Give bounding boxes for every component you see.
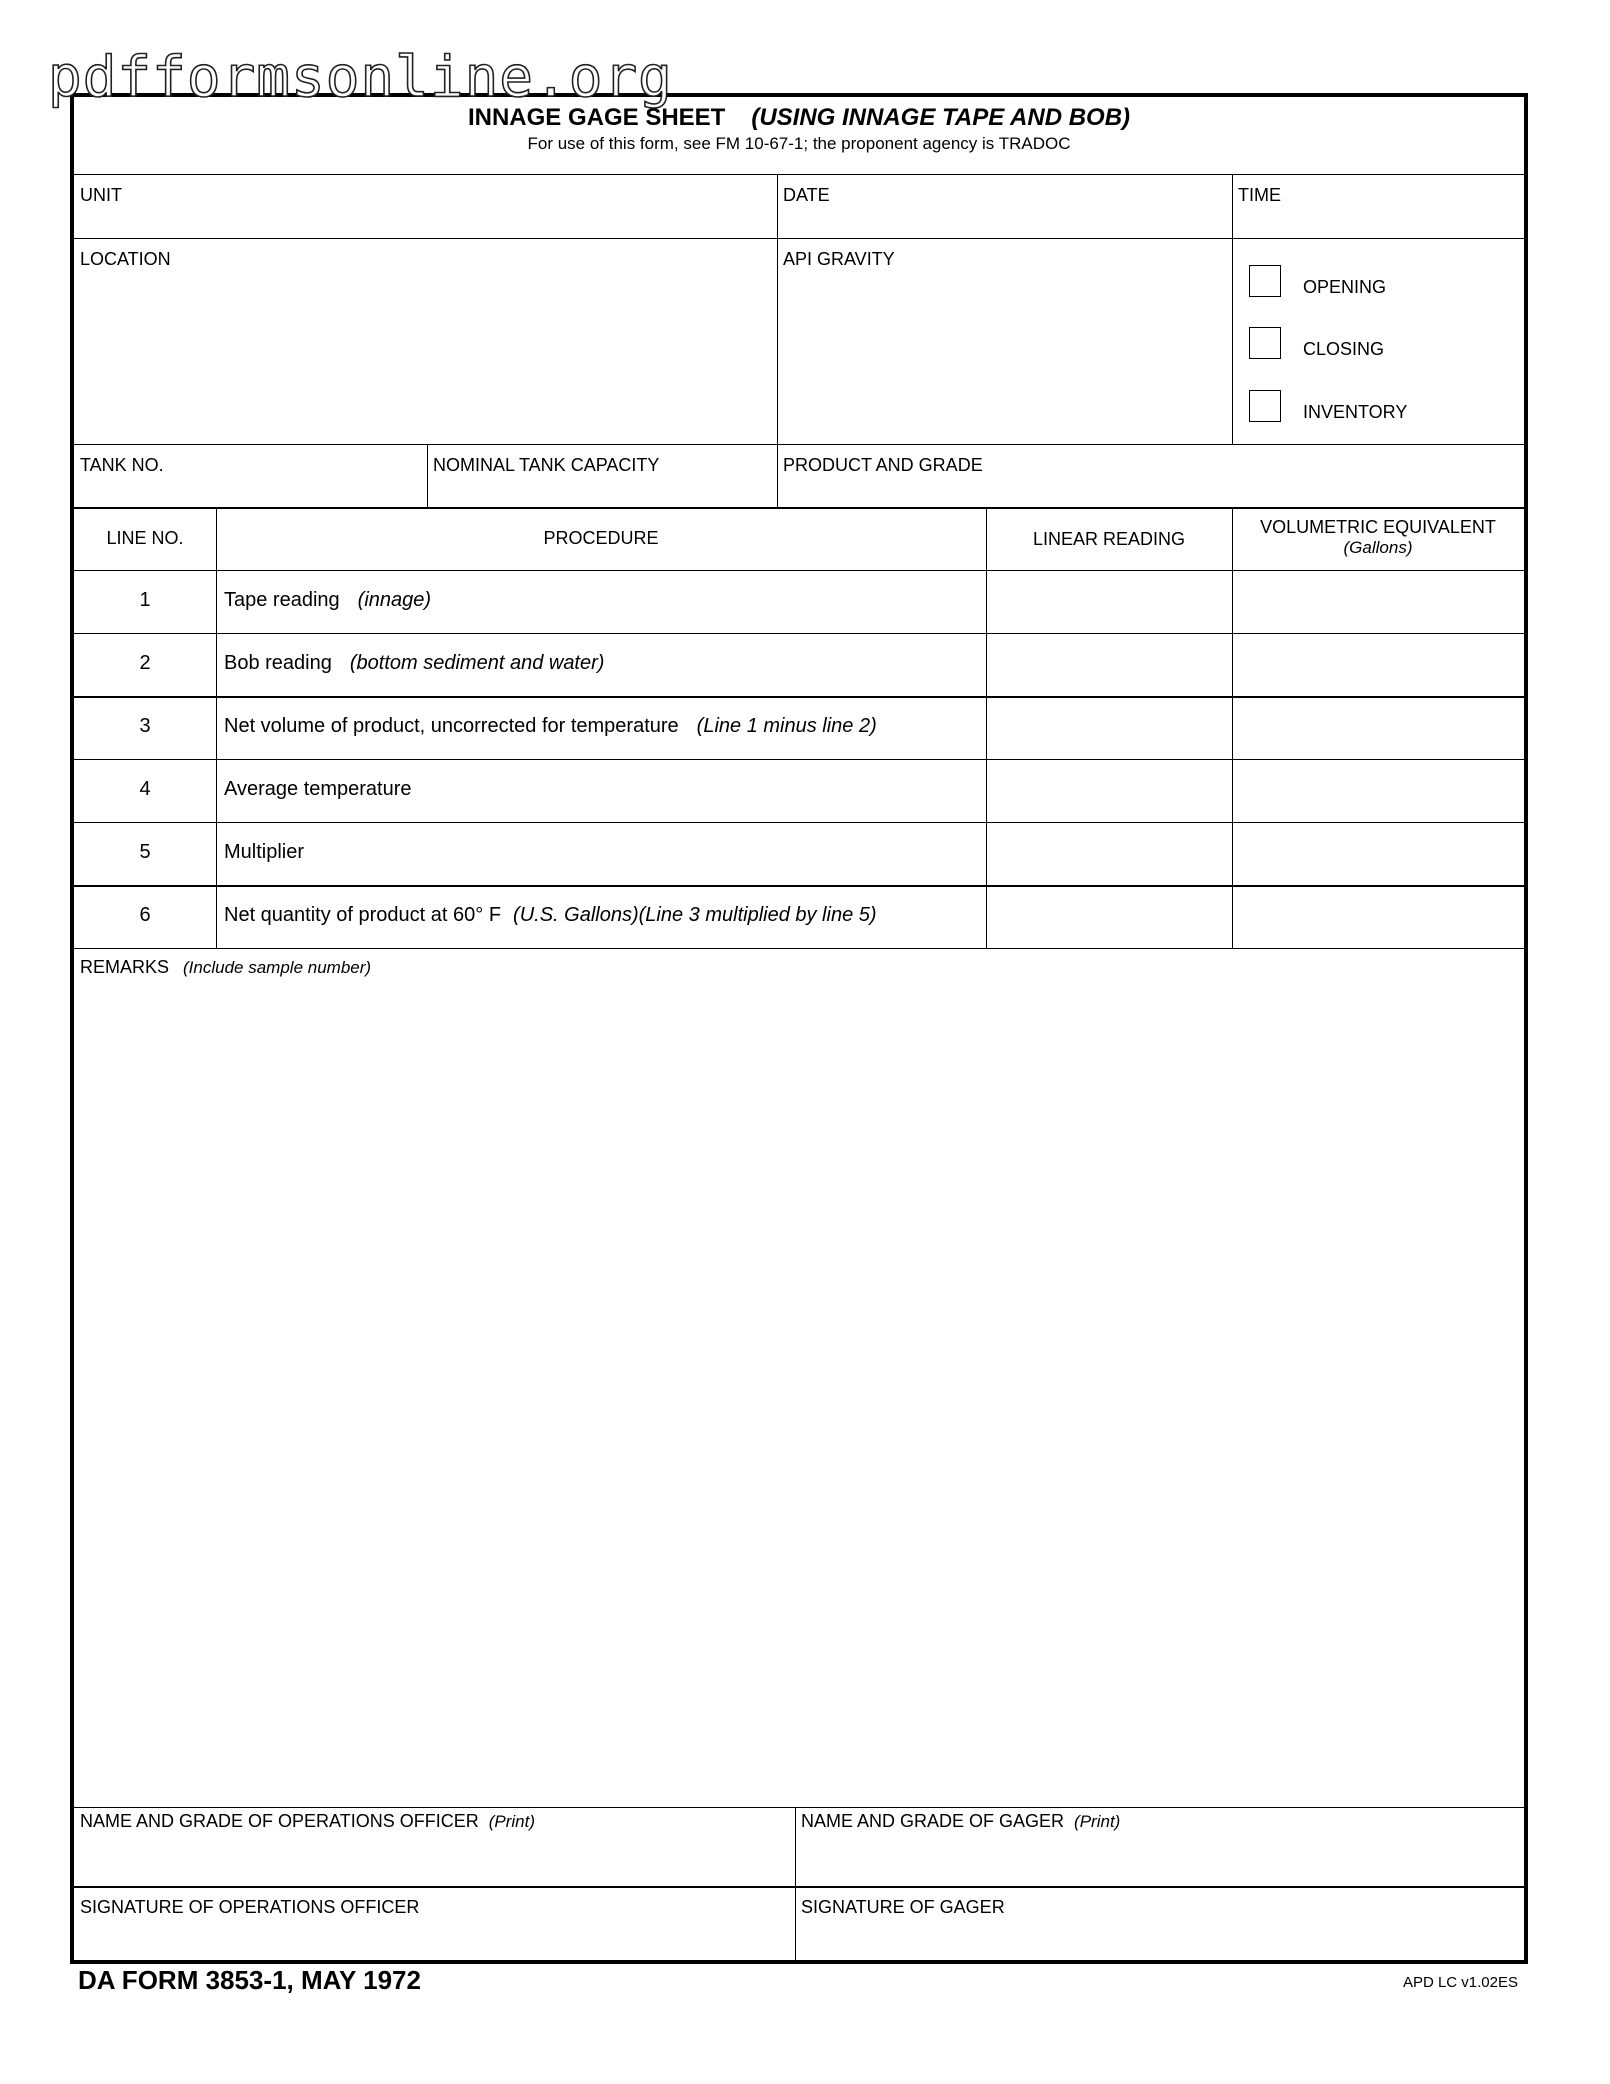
form-version: APD LC v1.02ES [1402, 1974, 1518, 1991]
procedure-step: Net volume of product, uncorrected for temperature [224, 715, 679, 737]
form-identifier: DA FORM 3853-1, MAY 1972 [78, 1965, 421, 1995]
inventory-checkbox[interactable] [1249, 390, 1281, 422]
divider [74, 633, 1524, 634]
tank-no-label: TANK NO. [80, 455, 164, 475]
divider [74, 444, 1524, 445]
divider [74, 759, 1524, 760]
divider [777, 174, 778, 507]
gager-signature-label: SIGNATURE OF GAGER [801, 1897, 1005, 1917]
ops-officer-signature-label: SIGNATURE OF OPERATIONS OFFICER [80, 1897, 420, 1917]
ops-officer-name-text: NAME AND GRADE OF OPERATIONS OFFICER [80, 1811, 479, 1831]
procedure-text [224, 778, 412, 801]
divider [795, 1807, 796, 1964]
divider [986, 507, 987, 948]
opening-label: OPENING [1303, 277, 1387, 297]
divider [74, 174, 1524, 175]
procedure-step: Multiplier [224, 841, 305, 863]
row-number: 4 [139, 778, 151, 800]
procedure-text [224, 841, 304, 864]
procedure-text [224, 904, 877, 927]
procedure-note: (U.S. Gallons)(Line 3 multiplied by line 5) [513, 904, 877, 926]
linear-reading-header: LINEAR READING [1032, 529, 1186, 549]
print-note: (Print) [488, 1812, 535, 1831]
divider [74, 507, 1524, 509]
print-note: (Print) [1074, 1812, 1121, 1831]
watermark: pdfformsonline.org [48, 45, 673, 110]
title-main: INNAGE GAGE SHEET [467, 104, 726, 131]
procedure-note: (innage) [357, 589, 432, 611]
row-number: 1 [139, 589, 151, 611]
procedure-note: (bottom sediment and water) [349, 652, 605, 674]
remarks-title: REMARKS [80, 957, 170, 977]
title-italic: (USING INNAGE TAPE AND BOB) [751, 104, 1131, 131]
divider [1232, 174, 1233, 444]
row-number: 6 [139, 904, 151, 926]
divider [74, 948, 1524, 949]
divider [427, 444, 428, 507]
procedure-step: Average temperature [224, 778, 412, 800]
divider [74, 696, 1524, 698]
divider [74, 822, 1524, 823]
divider [74, 238, 1524, 239]
procedure-note: (Line 1 minus line 2) [696, 715, 877, 737]
gager-name-text: NAME AND GRADE OF GAGER [801, 1811, 1065, 1831]
closing-checkbox[interactable] [1249, 327, 1281, 359]
gager-name-label [801, 1811, 1120, 1832]
remarks-label [80, 957, 371, 978]
location-label: LOCATION [80, 249, 171, 269]
time-label: TIME [1238, 185, 1281, 205]
row-number: 5 [139, 841, 151, 863]
api-gravity-label: API GRAVITY [783, 249, 895, 269]
divider [74, 570, 1524, 571]
volumetric-unit: (Gallons) [1343, 538, 1413, 557]
nominal-capacity-label: NOMINAL TANK CAPACITY [433, 455, 660, 475]
procedure-step: Bob reading [224, 652, 332, 674]
divider [216, 507, 217, 948]
procedure-step: Net quantity of product at 60° F [224, 904, 502, 926]
divider [74, 1807, 1524, 1808]
row-number: 2 [139, 652, 151, 674]
divider [74, 1886, 1524, 1888]
procedure-text [224, 589, 431, 612]
ops-officer-name-label [80, 1811, 535, 1832]
gage-sheet-form [70, 93, 1528, 1964]
form-subtitle: For use of this form, see FM 10-67-1; the proponent agency is TRADOC [527, 134, 1071, 153]
line-no-header: LINE NO. [106, 528, 184, 548]
opening-checkbox[interactable] [1249, 265, 1281, 297]
row-number: 3 [139, 715, 151, 737]
procedure-text [224, 715, 877, 738]
divider [74, 885, 1524, 887]
procedure-text [224, 652, 604, 675]
date-label: DATE [783, 185, 830, 205]
volumetric-header: VOLUMETRIC EQUIVALENT [1260, 517, 1496, 537]
unit-label: UNIT [80, 185, 122, 205]
inventory-label: INVENTORY [1303, 402, 1408, 422]
divider [1232, 507, 1233, 948]
product-grade-label: PRODUCT AND GRADE [783, 455, 983, 475]
closing-label: CLOSING [1303, 339, 1385, 359]
procedure-step: Tape reading [224, 589, 340, 611]
remarks-note: (Include sample number) [183, 958, 372, 977]
procedure-header: PROCEDURE [543, 528, 659, 548]
